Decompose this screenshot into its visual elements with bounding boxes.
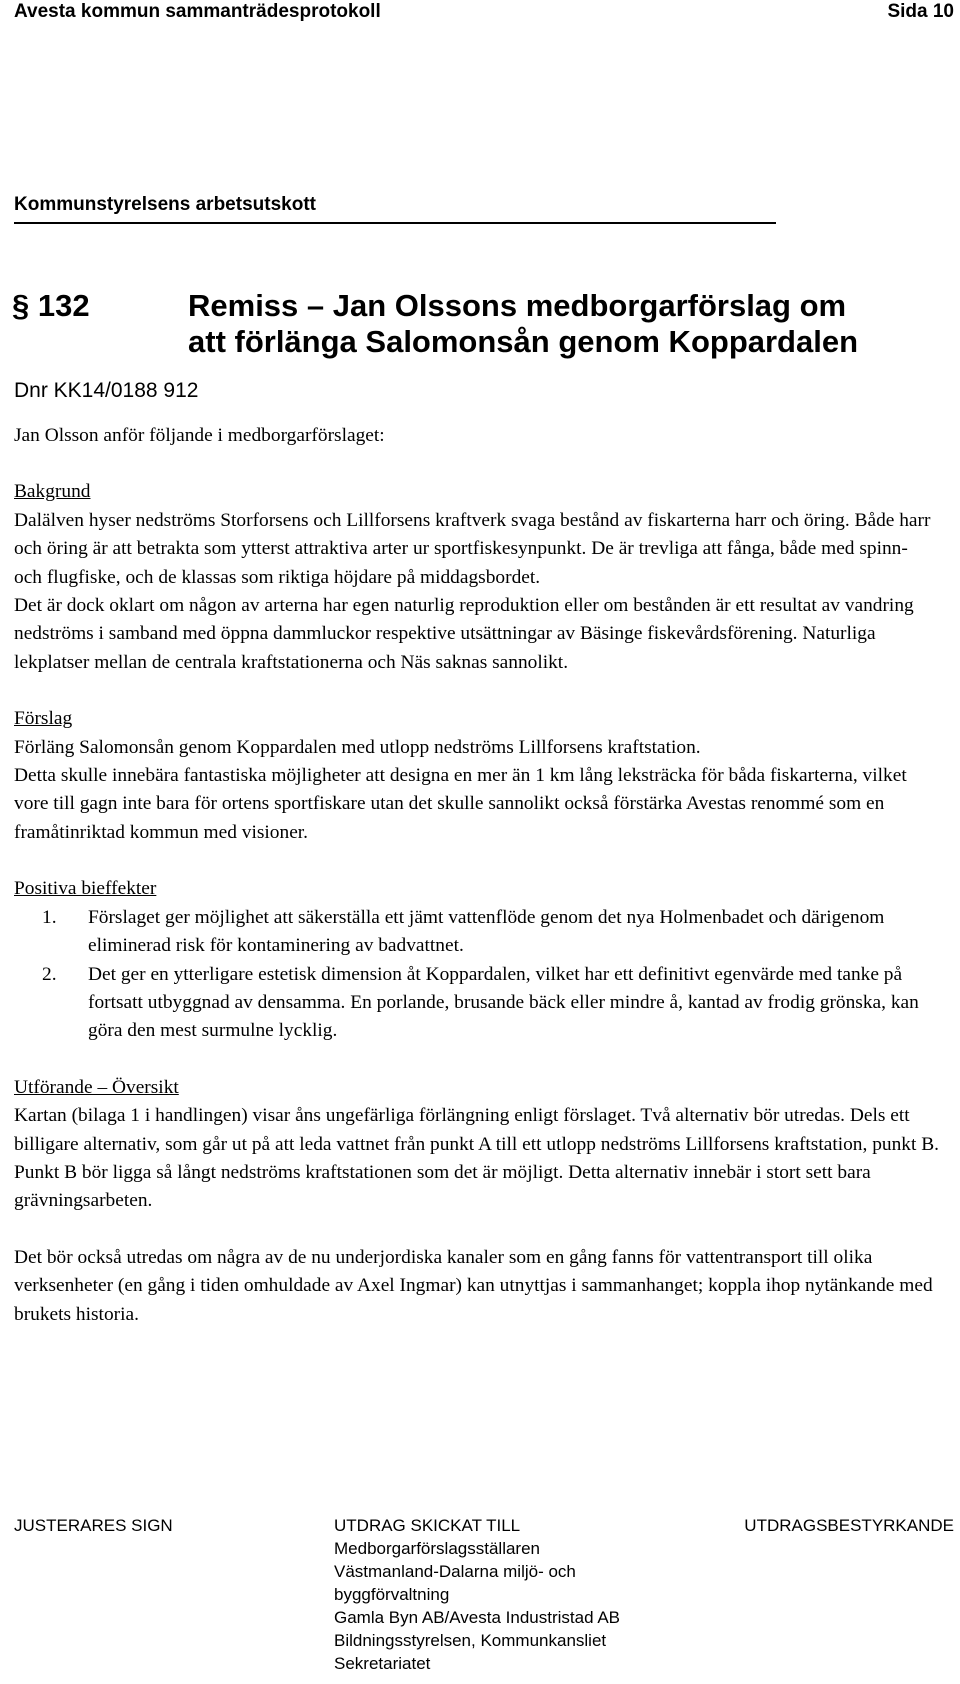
forslag-paragraph-1: Förläng Salomonsån genom Koppardalen med utlopp nedströms Lillforsens kraftstation.: [14, 736, 701, 758]
section-title: [188, 288, 948, 360]
section-title-line-1: Remiss – Jan Olssons medborgarförslag om: [188, 288, 847, 323]
utdrag-skickat-till-label: UTDRAG SKICKAT TILL: [334, 1516, 521, 1535]
committee-name: Kommunstyrelsens arbetsutskott: [14, 194, 316, 215]
utdrag-column: [334, 1514, 654, 1675]
protocol-title: Avesta kommun sammanträdesprotokoll: [14, 1, 381, 22]
recipient: Sekretariatet: [334, 1654, 431, 1673]
recipient: Bildningsstyrelsen, Kommunkansliet: [334, 1631, 607, 1650]
committee-underline: [14, 222, 776, 224]
utforande-paragraph-1: Kartan (bilaga 1 i handlingen) visar åns ungefärliga förlängning enligt förslaget. Två alternativ bör utredas. Dels ett billigare alternativ, som går ut på att leda vattnet från punkt A till ett utlopp nedströms Lillforsens kraftstation, punkt B. Punkt B bör ligga så långt nedströms kraftstationen som det är möjligt. Detta alternativ innebär i stort sett bara grävningsarbeten.: [14, 1105, 939, 1212]
bakgrund-paragraph-2: Det är dock oklart om någon av arterna har egen naturlig reproduktion eller om bestånden är ett resultat av vandring nedströms i samband med öppna dammluckor respektive utsättningar av Bäsinge fiskevårdsförening. Naturliga lekplatser mellan de centrala kraftstationerna och Näs saknas sannolikt.: [14, 595, 914, 673]
forslag-heading: Förslag: [14, 708, 73, 730]
recipient: Gamla Byn AB/Avesta Industristad AB: [334, 1608, 621, 1627]
bakgrund-heading: Bakgrund: [14, 481, 91, 503]
list-item-text: Förslaget ger möjlighet att säkerställa ett jämt vattenflöde genom det nya Holmenbadet och därigenom eliminerad risk för kontaminering av badvattnet.: [88, 906, 885, 957]
section-number: § 132: [12, 288, 90, 323]
utdragsbestyrkande-label: UTDRAGSBESTYRKANDE: [744, 1516, 954, 1535]
list-item-text: Det ger en ytterligare estetisk dimension åt Koppardalen, vilket har ett definitivt egenvärde med tanke på fortsatt utbyggnad av densamma. En porlande, brusande bäck eller mindre å, kantad av frodig grönska, kan göra den mest surmulne lycklig.: [88, 963, 919, 1042]
list-item-number: 2.: [42, 963, 57, 985]
section-title-line-2: att förlänga Salomonsån genom Koppardalen: [188, 324, 859, 359]
list-item-number: 1.: [42, 906, 57, 928]
recipient: Västmanland-Dalarna miljö- och: [334, 1562, 576, 1581]
page-header: [14, 0, 954, 30]
list-item: [14, 961, 939, 1046]
justerares-sign-label: JUSTERARES SIGN: [14, 1516, 173, 1535]
recipient: Medborgarförslagsställaren: [334, 1539, 540, 1558]
diary-number: Dnr KK14/0188 912: [14, 379, 199, 402]
recipient: byggförvaltning: [334, 1585, 450, 1604]
positiva-heading: Positiva bieffekter: [14, 878, 157, 900]
positiva-list: [14, 904, 939, 1046]
utforande-heading: Utförande – Översikt: [14, 1076, 179, 1098]
forslag-paragraph-2: Detta skulle innebära fantastiska möjligheter att designa en mer än 1 km lång leksträcka för båda fiskarterna, vilket vore till gagn inte bara för ortens sportfiskare utan det skulle sannolikt också förstärka Avestas renommé som en framåtinriktad kommun med visioner.: [14, 765, 907, 843]
page-number: Sida 10: [887, 1, 954, 22]
bakgrund-paragraph-1: Dalälven hyser nedströms Storforsens och Lillforsens kraftverk svaga bestånd av fiskarterna harr och öring. Både harr och öring är att betrakta som ytterst attraktiva arter ur sportfiskesynpunkt. De är trevliga att fånga, både med spinn- och flugfiske, och de klassas som riktiga höjdare på middagsbordet.: [14, 509, 931, 588]
document-body: [14, 422, 939, 1329]
list-item: [14, 904, 939, 961]
utforande-paragraph-2: Det bör också utredas om några av de nu underjordiska kanaler som en gång fanns för vattentransport till olika verksenheter (en gång i tiden omhuldade av Axel Ingmar) kan utnyttjas i sammanhanget; koppla ihop nytänkande med brukets historia.: [14, 1246, 933, 1325]
intro-text: Jan Olsson anför följande i medborgarförslaget:: [14, 425, 385, 446]
